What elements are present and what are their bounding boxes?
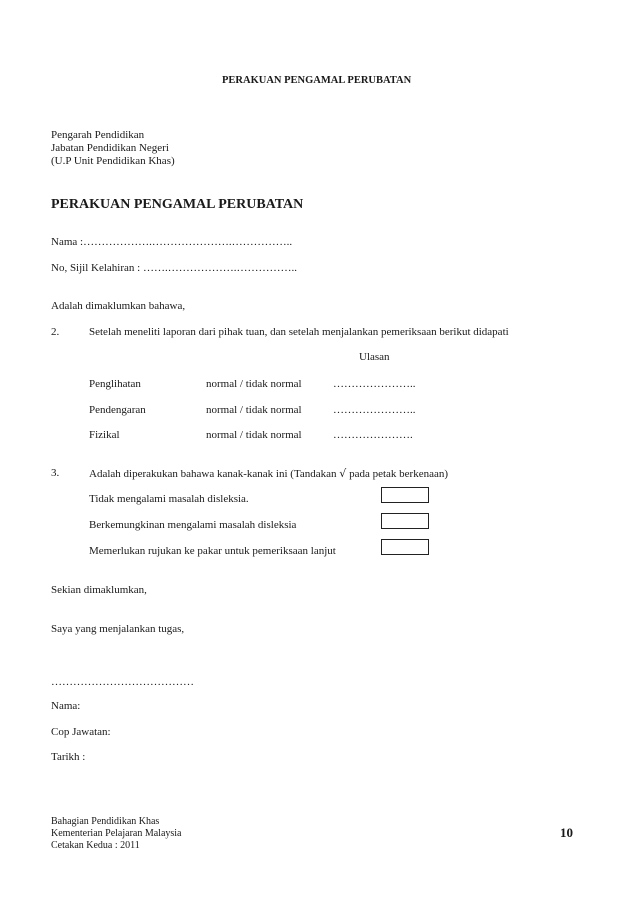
option-checkbox[interactable] <box>381 513 429 529</box>
closing-text: Sekian dimaklumkan, <box>51 584 147 596</box>
birth-cert-field-line: No, Sijil Kelahiran : …….……………….…………….. <box>51 262 297 274</box>
footer-line-1: Bahagian Pendidikan Khas <box>51 816 160 827</box>
item-2-number: 2. <box>51 326 60 338</box>
exam-row-remark-dots: ………………….. <box>333 404 416 416</box>
item-3-text-end: pada petak berkenaan) <box>349 468 449 480</box>
address-line-3: (U.P Unit Pendidikan Khas) <box>51 155 175 167</box>
nama-field-line: Nama :……………….………………….…………….. <box>51 236 293 248</box>
nama-label: Nama: <box>51 700 81 712</box>
footer-line-2: Kementerian Pelajaran Malaysia <box>51 828 182 839</box>
page-header-title: PERAKUAN PENGAMAL PERUBATAN <box>222 75 412 86</box>
tick-mark-icon: √ <box>339 467 347 480</box>
officer-text: Saya yang menjalankan tugas, <box>51 623 185 635</box>
option-label: Berkemungkinan mengalami masalah disleksia <box>89 519 297 531</box>
exam-row-label: Penglihatan <box>89 378 141 390</box>
item-3-number: 3. <box>51 467 60 479</box>
exam-row-remark-dots: ………………….. <box>333 378 416 390</box>
exam-row-status: normal / tidak normal <box>206 429 302 441</box>
cop-jawatan-label: Cop Jawatan: <box>51 726 111 738</box>
item-3-text <box>89 467 448 481</box>
item-3-text-start: Adalah diperakukan bahawa kanak-kanak ini (Tandakan <box>89 468 337 480</box>
address-line-1: Pengarah Pendidikan <box>51 129 145 141</box>
page-number: 10 <box>560 825 573 840</box>
signature-line: ………………………………… <box>51 676 194 688</box>
option-checkbox[interactable] <box>381 487 429 503</box>
exam-row-label: Pendengaran <box>89 404 146 416</box>
intro-text: Adalah dimaklumkan bahawa, <box>51 300 186 312</box>
section-title: PERAKUAN PENGAMAL PERUBATAN <box>51 197 304 212</box>
option-label: Memerlukan rujukan ke pakar untuk pemeriksaan lanjut <box>89 545 336 557</box>
option-label: Tidak mengalami masalah disleksia. <box>89 493 249 505</box>
item-2-text: Setelah meneliti laporan dari pihak tuan, dan setelah menjalankan pemeriksaan berikut didapati <box>89 326 509 338</box>
option-checkbox[interactable] <box>381 539 429 555</box>
address-line-2: Jabatan Pendidikan Negeri <box>51 142 169 154</box>
exam-row-remark-dots: …………………. <box>333 429 413 441</box>
exam-row-status: normal / tidak normal <box>206 378 302 390</box>
ulasan-label: Ulasan <box>359 351 390 363</box>
exam-row-status: normal / tidak normal <box>206 404 302 416</box>
exam-row-label: Fizikal <box>89 429 120 441</box>
footer-line-3: Cetakan Kedua : 2011 <box>51 840 140 851</box>
tarikh-label: Tarikh : <box>51 751 86 763</box>
